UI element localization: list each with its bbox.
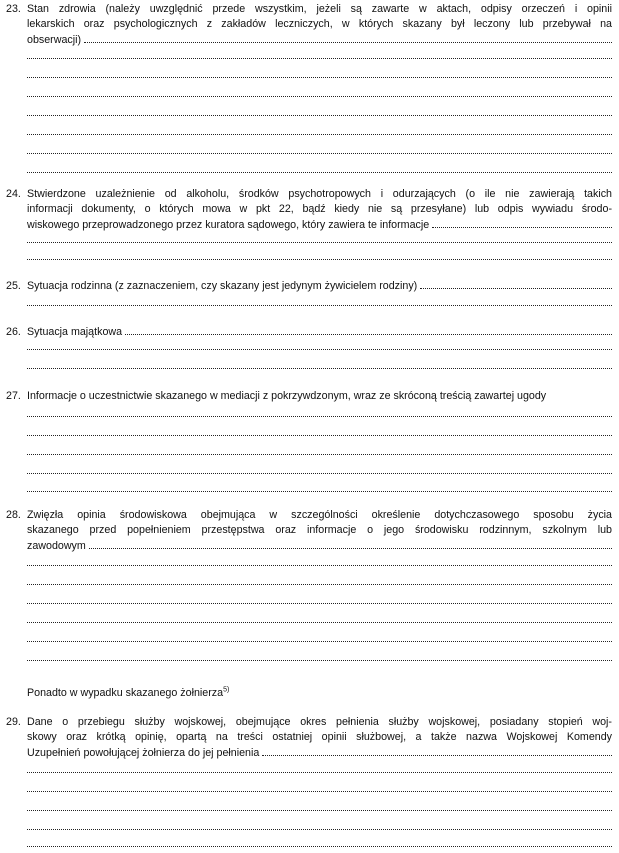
question-number: 27. (6, 390, 21, 402)
answer-line[interactable] (27, 259, 612, 260)
answer-line[interactable] (420, 278, 612, 289)
answer-line[interactable] (27, 473, 612, 474)
question-number: 25. (6, 280, 21, 292)
question-number: 24. (6, 188, 21, 200)
question-text: Sytuacja rodzinna (z zaznaczeniem, czy skazany jest jedynym żywicielem rodziny) (27, 280, 418, 292)
question-text: Dane o przebiegu służby wojskowej, obejmujące okres pełnienia służby wojskowej, posiadany stopień woj- (27, 716, 612, 728)
question-number: 29. (6, 716, 21, 728)
answer-line[interactable] (262, 745, 612, 756)
answer-line[interactable] (27, 791, 612, 792)
answer-line[interactable] (27, 454, 612, 455)
question-text: lekarskich oraz psychologicznych z zakładów leczniczych, w których skazany był leczony lub przebywał na (27, 18, 612, 30)
answer-line[interactable] (27, 172, 612, 173)
answer-line[interactable] (27, 416, 612, 417)
question-text: Zwięzła opinia środowiskowa obejmująca w szczególności określenie dotychczasowego sposobu życia (27, 509, 612, 521)
question-text: obserwacji) (27, 34, 82, 46)
question-text: skowy oraz krótką opinię, opartą na treści ostatniej opinii służbowej, a także nazwa Wojskowej Komendy (27, 731, 612, 743)
answer-line[interactable] (27, 846, 612, 847)
question-text: Sytuacja majątkowa (27, 326, 123, 338)
question-number: 26. (6, 326, 21, 338)
answer-line[interactable] (27, 58, 612, 59)
answer-line[interactable] (27, 96, 612, 97)
question-number: 23. (6, 3, 21, 15)
answer-line[interactable] (432, 217, 612, 228)
question-text: Informacje o uczestnictwie skazanego w mediacji z pokrzywdzonym, wraz ze skróconą treścią zawartej ugody (27, 390, 547, 402)
answer-line[interactable] (27, 772, 612, 773)
answer-line[interactable] (27, 491, 612, 492)
question-number: 28. (6, 509, 21, 521)
answer-line[interactable] (27, 565, 612, 566)
answer-line[interactable] (27, 435, 612, 436)
answer-line[interactable] (27, 242, 612, 243)
answer-line[interactable] (27, 810, 612, 811)
question-text: informacji dokumenty, o których mowa w pkt 22, bądź kiedy nie są przesyłane) lub odpis wywiadu środo- (27, 203, 612, 215)
answer-line[interactable] (27, 660, 612, 661)
answer-line[interactable] (27, 603, 612, 604)
answer-line[interactable] (27, 349, 612, 350)
answer-line[interactable] (27, 829, 612, 830)
answer-line[interactable] (27, 368, 612, 369)
question-text: zawodowym (27, 540, 86, 552)
question-text: wiskowego przeprowadzonego przez kuratora sądowego, który zawiera te informacje (27, 219, 430, 231)
answer-line[interactable] (27, 305, 612, 306)
question-text: Uzupełnień powołującej żołnierza do jej pełnienia (27, 747, 260, 759)
answer-line[interactable] (89, 538, 612, 549)
answer-line[interactable] (27, 584, 612, 585)
question-text: skazanego przed popełnieniem przestępstwa oraz informacje o jego środowisku rodzinnym, szkolnym lub (27, 524, 612, 536)
answer-line[interactable] (84, 32, 612, 43)
answer-line[interactable] (27, 77, 612, 78)
question-text: Stwierdzone uzależnienie od alkoholu, środków psychotropowych i odurzających (o ile nie zawierają takich (27, 188, 612, 200)
footnote-marker: 5) (223, 686, 230, 694)
note-text: Ponadto w wypadku skazanego żołnierza (27, 687, 224, 699)
answer-line[interactable] (27, 641, 612, 642)
answer-line[interactable] (27, 622, 612, 623)
answer-line[interactable] (27, 134, 612, 135)
question-text: Stan zdrowia (należy uwzględnić przede wszystkim, jeżeli są zawarte w aktach, odpisy orzeczeń i opinii (27, 3, 612, 15)
answer-line[interactable] (27, 115, 612, 116)
answer-line[interactable] (27, 153, 612, 154)
answer-line[interactable] (125, 324, 612, 335)
